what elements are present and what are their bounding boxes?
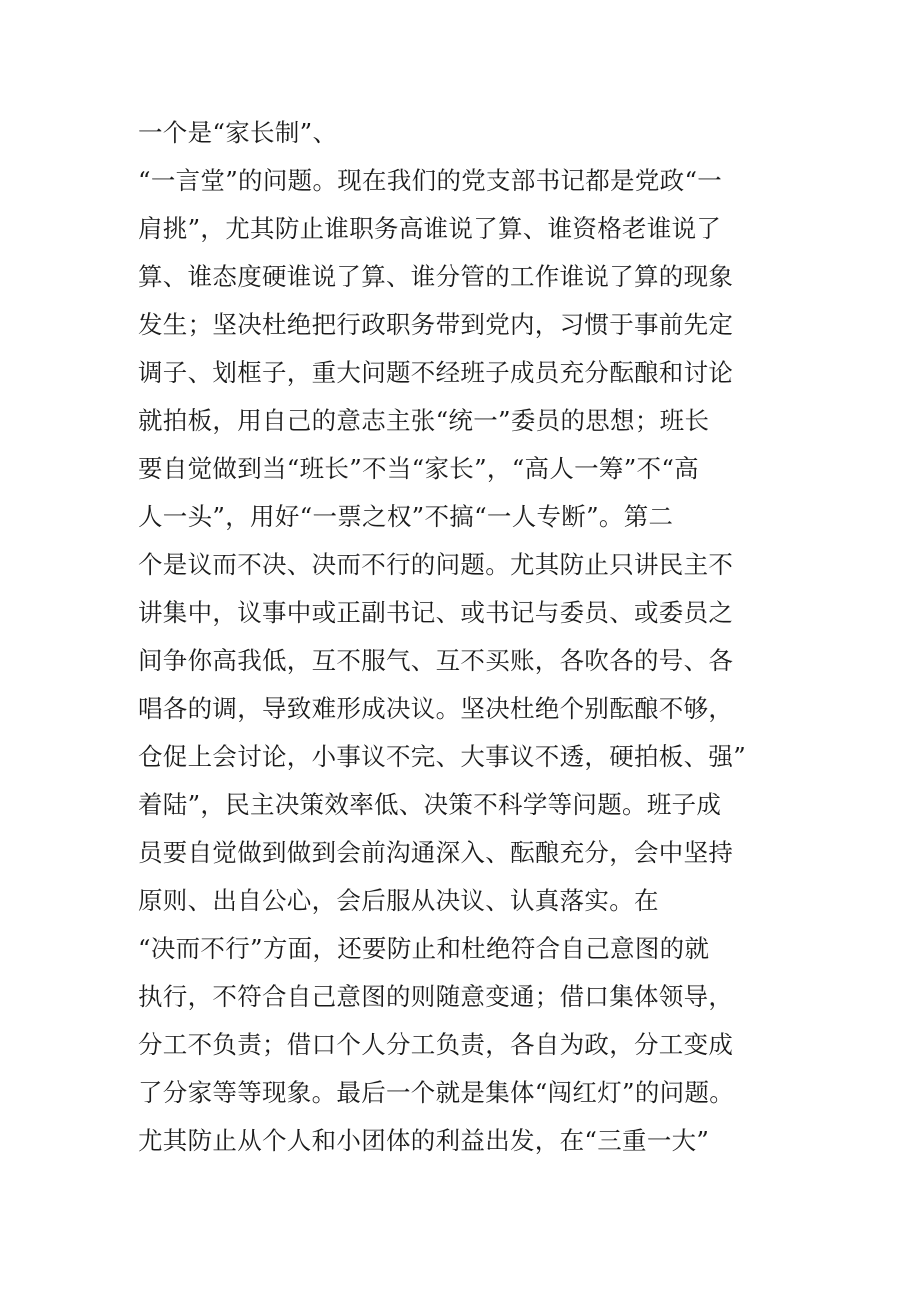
text-line: 原则、出自公心，会后服从决议、认真落实。在 — [138, 886, 659, 915]
text-line: 就拍板，用自己的意志主张“统一”委员的思想；班长 — [138, 406, 710, 435]
text-line: 员要自觉做到做到会前沟通深入、酝酿充分，会中坚持 — [138, 838, 734, 867]
text-line: 发生；坚决杜绝把行政职务带到党内，习惯于事前先定 — [138, 310, 734, 339]
text-line: 算、谁态度硬谁说了算、谁分管的工作谁说了算的现象 — [138, 262, 734, 291]
text-line: 调子、划框子，重大问题不经班子成员充分酝酿和讨论 — [138, 358, 734, 387]
text-line: 肩挑”，尤其防止谁职务高谁说了算、谁资格老谁说了 — [138, 214, 722, 243]
text-line: 执行，不符合自己意图的则随意变通；借口集体领导， — [138, 982, 734, 1011]
text-line: “一言堂”的问题。现在我们的党支部书记都是党政“一 — [138, 166, 723, 195]
text-line: 讲集中，议事中或正副书记、或书记与委员、或委员之 — [138, 598, 734, 627]
text-line: “决而不行”方面，还要防止和杜绝符合自己意图的就 — [138, 934, 710, 963]
text-line: 分工不负责；借口个人分工负责，各自为政，分工变成 — [138, 1030, 734, 1059]
text-line: 要自觉做到当“班长”不当“家长”，“高人一筹”不“高 — [138, 454, 699, 483]
text-line: 尤其防止从个人和小团体的利益出发，在“三重一大” — [138, 1126, 710, 1155]
text-line: 一个是“家长制”、 — [138, 118, 338, 147]
text-line: 唱各的调，导致难形成决议。坚决杜绝个别酝酿不够， — [138, 694, 734, 723]
text-line: 间争你高我低，互不服气、互不买账，各吹各的号、各 — [138, 646, 734, 675]
text-line: 仓促上会讨论，小事议不完、大事议不透，硬拍板、强” — [138, 742, 747, 771]
text-line: 了分家等等现象。最后一个就是集体“闯红灯”的问题。 — [138, 1078, 735, 1107]
text-line: 着陆”，民主决策效率低、决策不科学等问题。班子成 — [138, 790, 722, 819]
text-line: 人一头”，用好“一票之权”不搞“一人专断”。第二 — [138, 502, 674, 531]
text-line: 个是议而不决、决而不行的问题。尤其防止只讲民主不 — [138, 550, 734, 579]
document-body — [138, 109, 818, 1165]
